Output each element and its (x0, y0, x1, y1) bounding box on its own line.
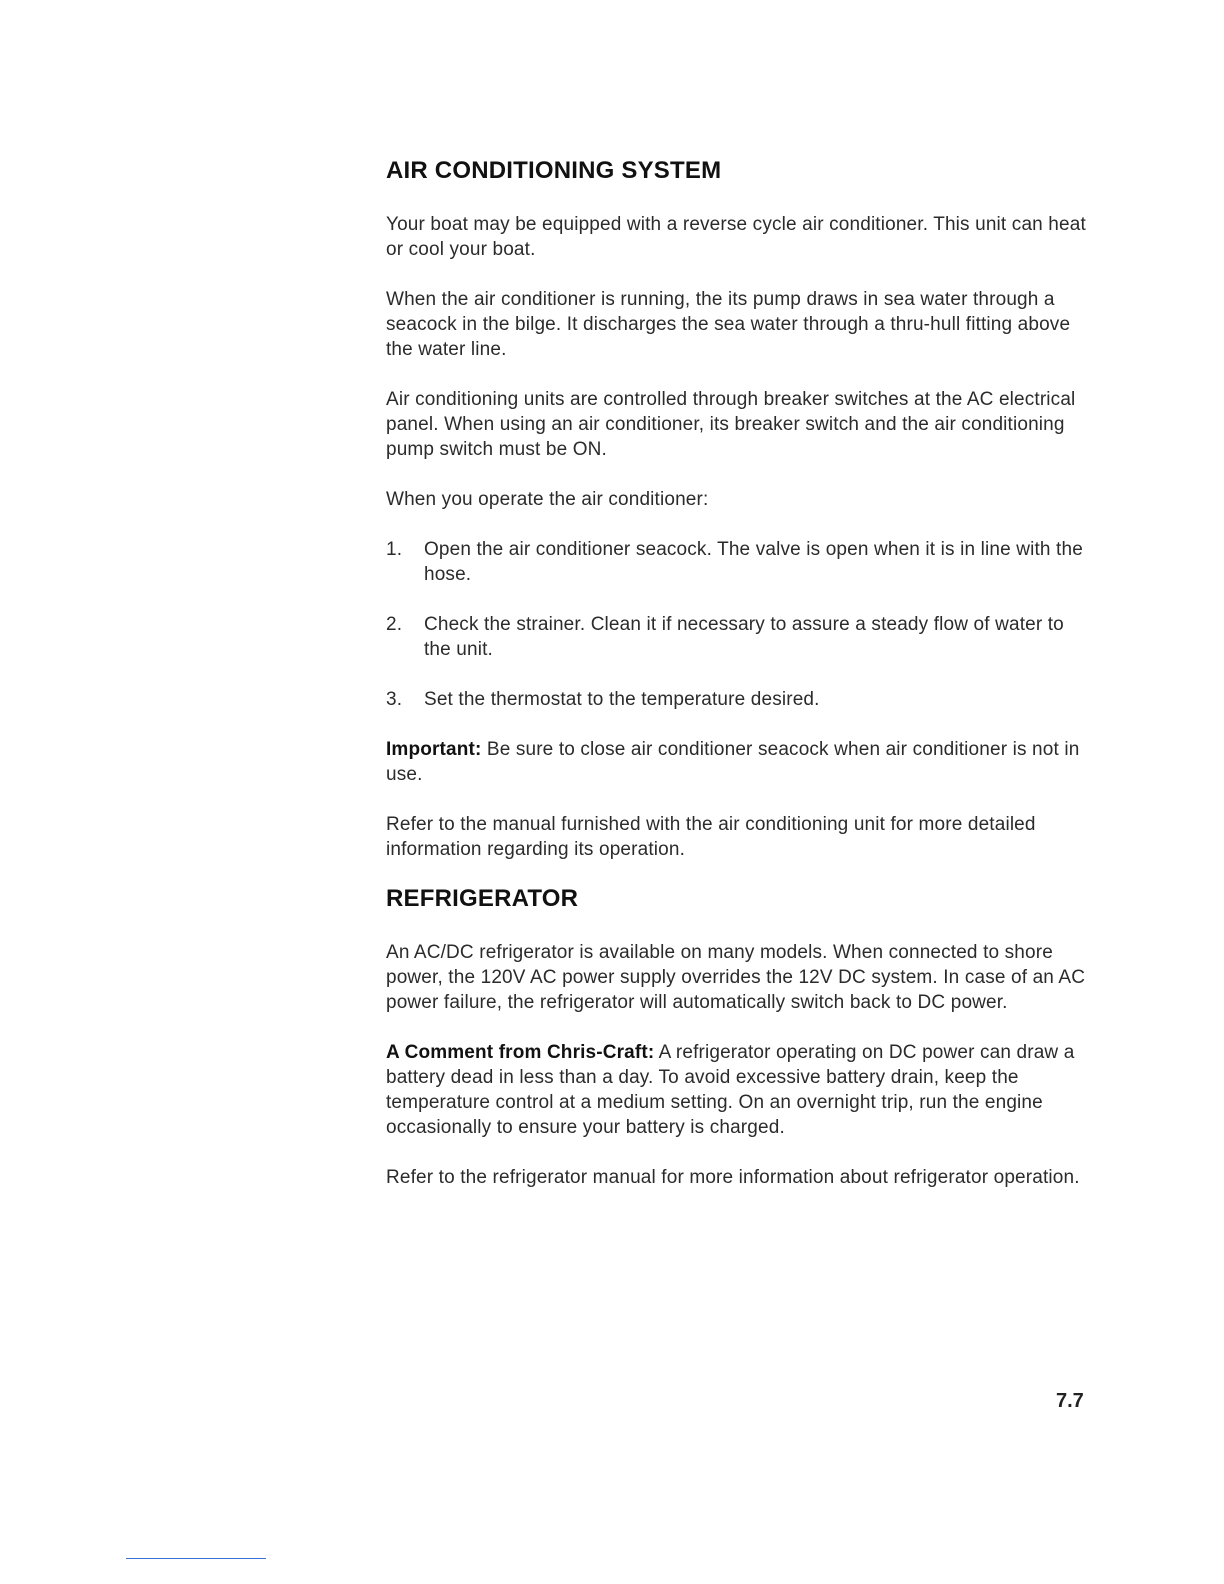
step-text: Check the strainer. Clean it if necessary to assure a steady flow of water to the unit. (424, 614, 1064, 660)
list-item (386, 537, 1096, 587)
ac-intro-paragraph: Your boat may be equipped with a reverse cycle air conditioner. This unit can heat or cool your boat. (386, 214, 1086, 260)
bottom-divider (126, 1558, 266, 1559)
refrigerator-heading: REFRIGERATOR (386, 885, 579, 912)
page-number: 7.7 (1056, 1390, 1084, 1412)
list-item (386, 612, 1096, 662)
important-note (386, 737, 1096, 787)
air-conditioning-heading: AIR CONDITIONING SYSTEM (386, 157, 722, 184)
ac-controls-paragraph: Air conditioning units are controlled through breaker switches at the AC electrical panel. When using an air conditioner, its breaker switch and the air conditioning pump switch must be ON. (386, 389, 1076, 460)
step-number: 1. (386, 539, 403, 560)
ac-refer-paragraph: Refer to the manual furnished with the air conditioning unit for more detailed information regarding its operation. (386, 814, 1036, 860)
refrigerator-refer-paragraph: Refer to the refrigerator manual for more information about refrigerator operation. (386, 1167, 1080, 1188)
important-text: Be sure to close air conditioner seacock when air conditioner is not in use. (386, 739, 1080, 785)
page-content (386, 154, 1096, 1190)
ac-steps-list (386, 537, 1096, 712)
ac-pump-paragraph: When the air conditioner is running, the its pump draws in sea water through a seacock in the bilge. It discharges the sea water through a thru-hull fitting above the water line. (386, 289, 1071, 360)
step-text: Open the air conditioner seacock. The valve is open when it is in line with the hose. (424, 539, 1083, 585)
comment-label: A Comment from Chris-Craft: (386, 1042, 655, 1063)
step-number: 3. (386, 689, 403, 710)
comment-text: A refrigerator operating on DC power can draw a battery dead in less than a day. To avoid excessive battery drain, keep the temperature control at a medium setting. On an overnight trip, run the engine occasionally to ensure your battery is charged. (386, 1042, 1075, 1138)
important-label: Important: (386, 739, 482, 760)
step-text: Set the thermostat to the temperature desired. (424, 689, 820, 710)
refrigerator-intro-paragraph: An AC/DC refrigerator is available on many models. When connected to shore power, the 120V AC power supply overrides the 12V DC system. In case of an AC power failure, the refrigerator will automatically switch back to DC power. (386, 942, 1086, 1013)
step-number: 2. (386, 614, 403, 635)
chris-craft-comment (386, 1040, 1096, 1140)
ac-operate-intro: When you operate the air conditioner: (386, 489, 709, 510)
list-item (386, 687, 1096, 712)
